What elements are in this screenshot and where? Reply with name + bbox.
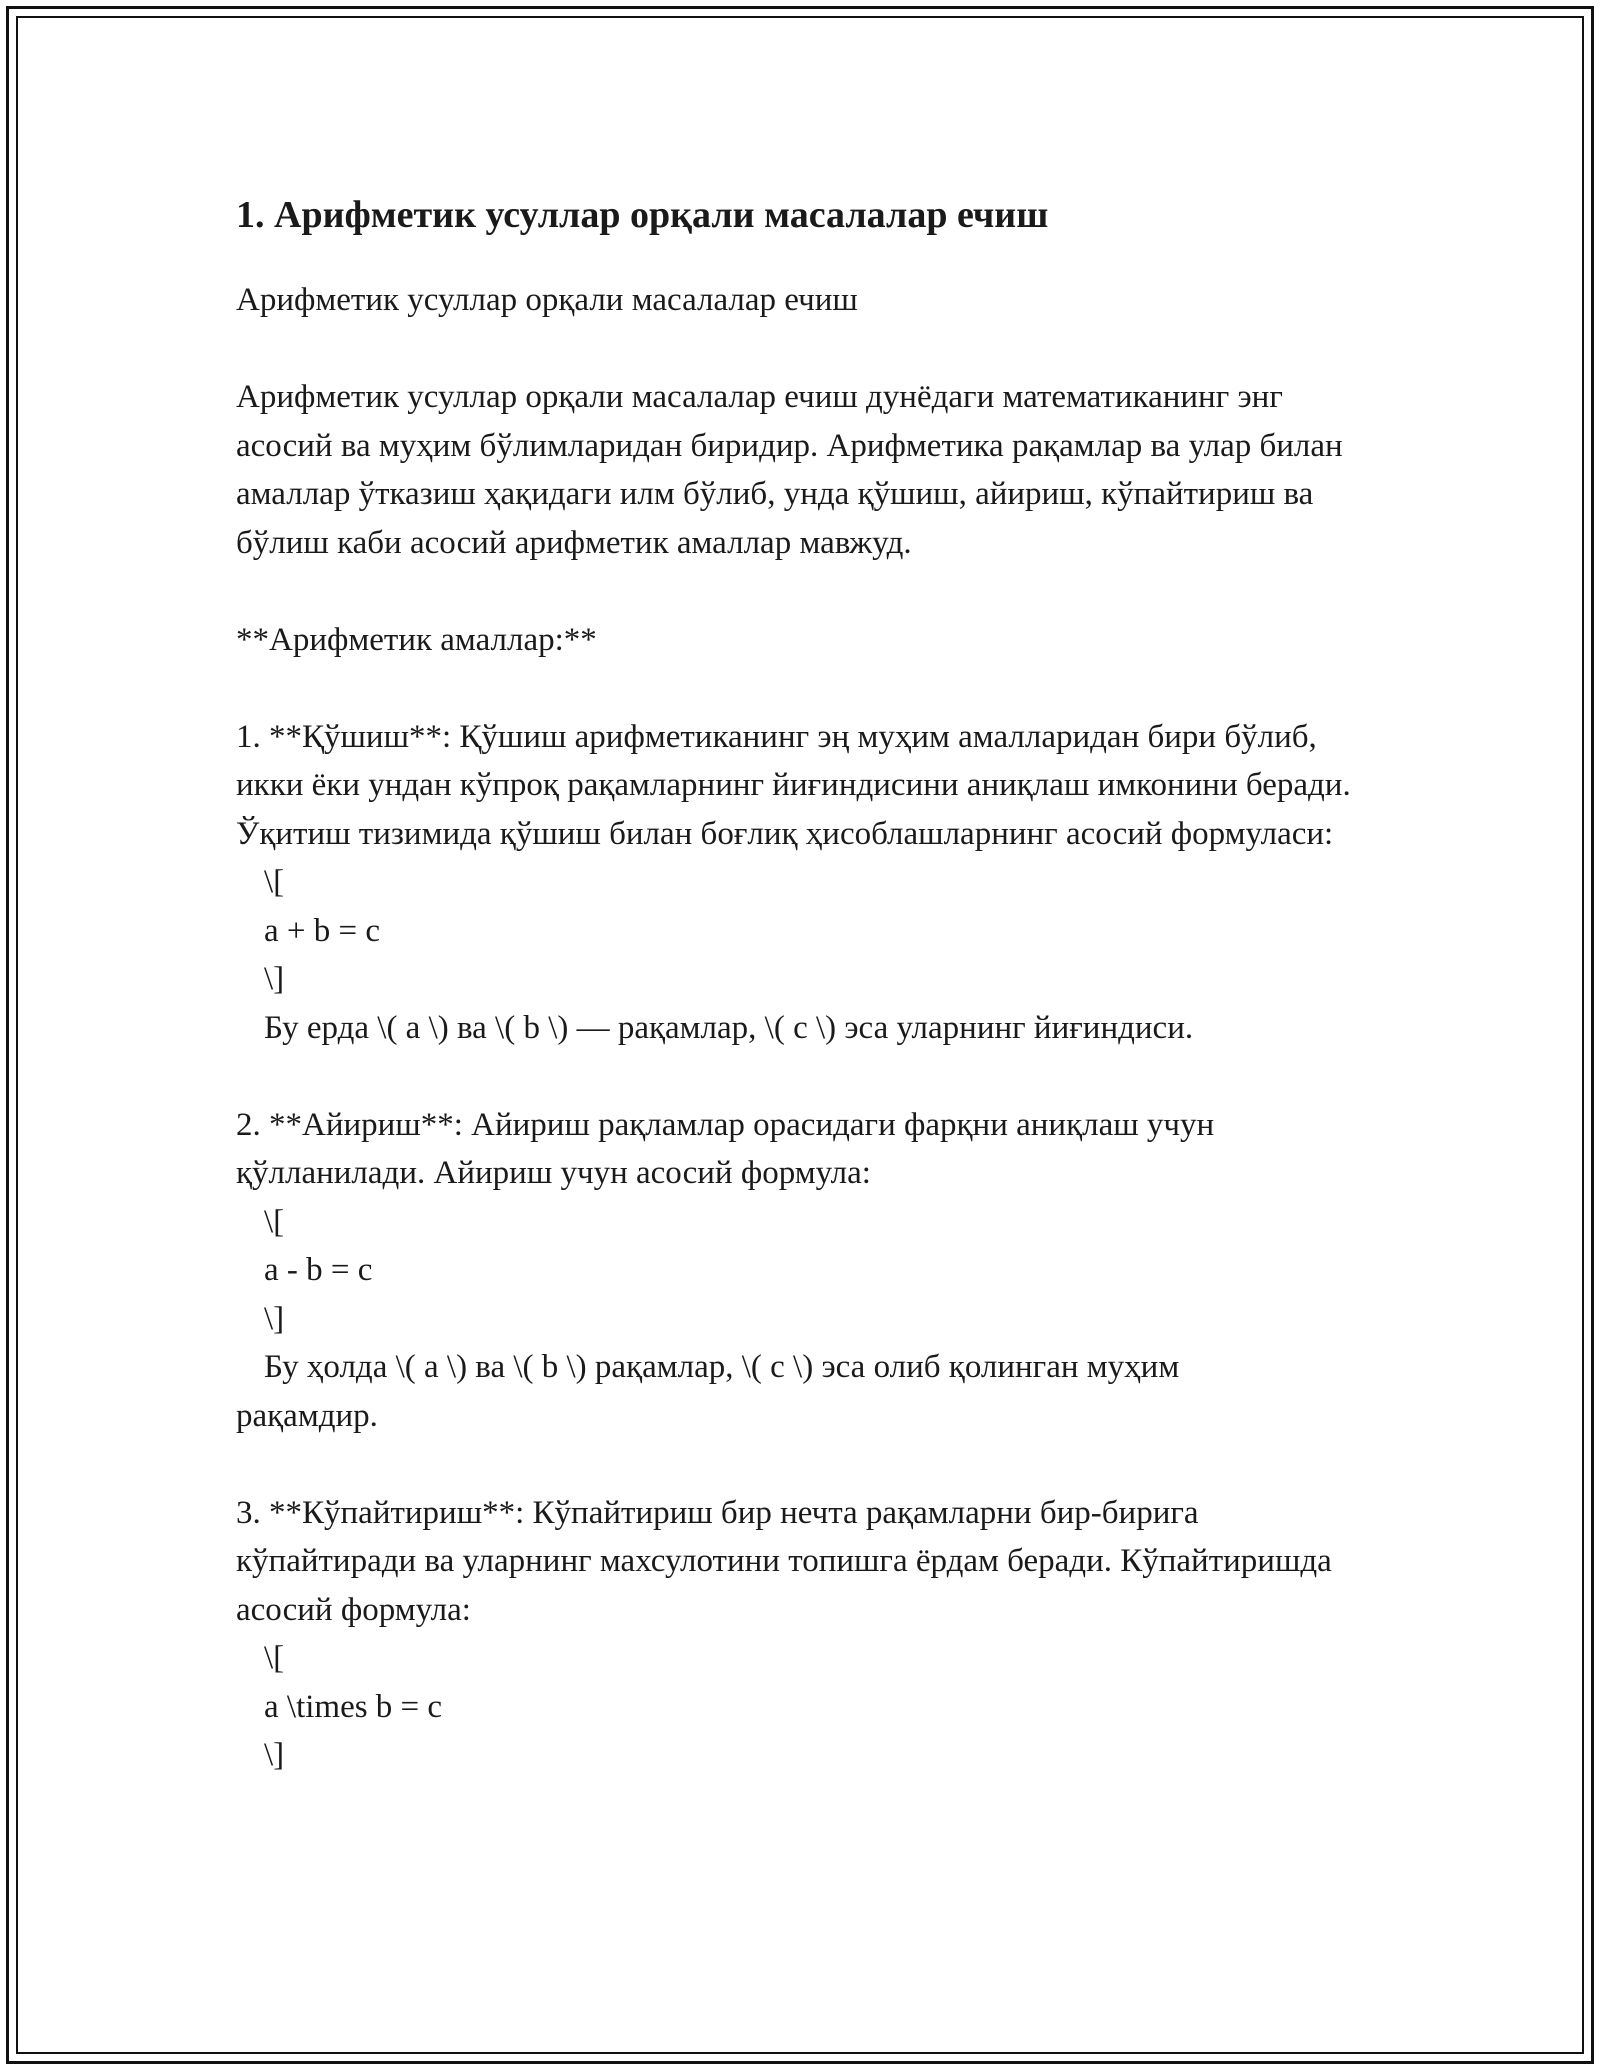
subtraction-formula-close: \] [264,1300,285,1337]
operations-heading: **Арифметик амаллар:** [236,621,597,658]
multiplication-formula-open: \[ [264,1640,285,1676]
subtraction-paragraph: 2. **Айириш**: Айириш рақламлар орасидаги фарқни аниқлаш учун қўлланилади. Айириш учун асосий формула: [236,1106,1215,1191]
document-title: 1. Арифметик усуллар орқали масалалар ечиш [236,194,1049,236]
addition-formula-open: \[ [264,864,285,900]
addition-formula: a + b = c [264,912,381,949]
multiplication-formula-close: \] [264,1737,285,1773]
multiplication-paragraph: 3. **Кўпайтириш**: Кўпайтириш бир нечта рақамларни бир-бирига кўпайтиради ва уларнинг махсулотини топишга ёрдам беради. Кўпайтиришда асосий формула: [236,1494,1332,1628]
subtraction-formula: a - b = c [264,1252,373,1288]
intro-paragraph: Арифметик усуллар орқали масалалар ечиш дунёдаги математиканинг энг асосий ва муҳим бўлимларидан биридир. Арифметика рақамлар ва улар билан амаллар ўтказиш ҳақидаги илм бўлиб, унда қўшиш, айириш, кўпайтириш ва бўлиш каби асосий арифметик амаллар мавжуд. [236,379,1343,561]
subtraction-note: Бу ҳолда \( a \) ва \( b \) рақамлар, \( c \) эса олиб қолинган муҳим [264,1349,1180,1385]
multiplication-formula: a \times b = c [264,1688,443,1725]
document-subtitle: Арифметик усуллар орқали масалалар ечиш [236,282,858,318]
addition-formula-close: \] [264,961,285,997]
document-body [236,188,1366,1780]
addition-note: Бу ерда \( a \) ва \( b \) — рақамлар, \( c \) эса уларнинг йиғиндиси. [264,1009,1194,1046]
subtraction-note-continued: рақамдир. [236,1397,378,1434]
addition-paragraph: 1. **Қўшиш**: Қўшиш арифметиканинг эң муҳим амалларидан бири бўлиб, икки ёки ундан кўпроқ рақамларнинг йиғиндисини аниқлаш имконини беради. Ўқитиш тизимида қўшиш билан боғлиқ ҳисоблашларнинг асосий формуласи: [236,718,1351,852]
subtraction-formula-open: \[ [264,1203,285,1240]
